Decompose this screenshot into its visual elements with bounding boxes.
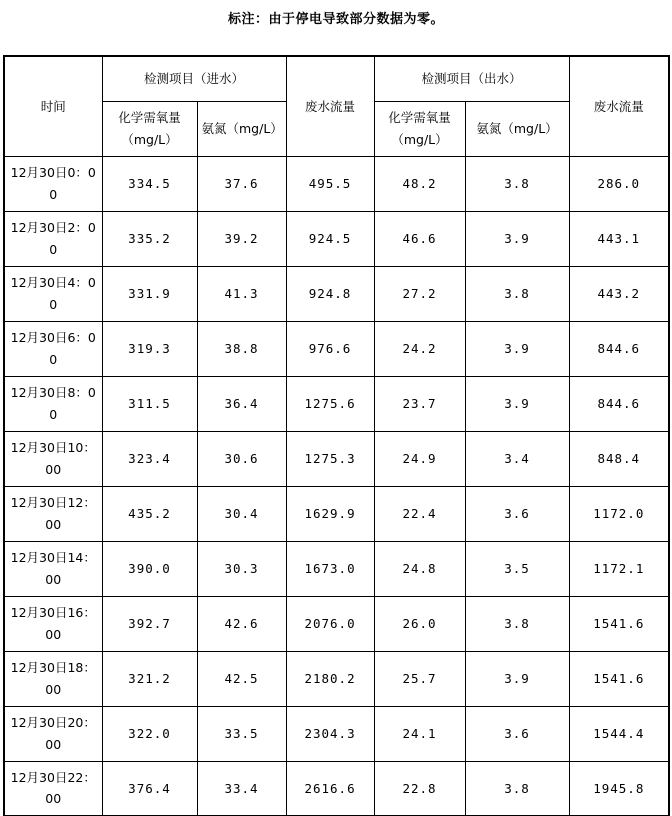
col-header-influent-flow: 废水流量 <box>286 56 374 156</box>
effluent-cod-cell: 48.2 <box>374 156 465 211</box>
effluent-nh3-cell: 3.9 <box>465 376 569 431</box>
col-header-influent-group: 检测项目（进水） <box>102 56 286 101</box>
col-header-effluent-flow: 废水流量 <box>569 56 669 156</box>
influent-nh3-cell: 37.6 <box>197 156 286 211</box>
effluent-cod-cell: 22.8 <box>374 761 465 816</box>
time-cell: 12月30日0：00 <box>4 156 102 211</box>
effluent-flow-cell: 1172.0 <box>569 486 669 541</box>
influent-nh3-cell: 42.5 <box>197 651 286 706</box>
effluent-nh3-cell: 3.8 <box>465 266 569 321</box>
influent-flow-cell: 2616.6 <box>286 761 374 816</box>
influent-flow-cell: 2076.0 <box>286 596 374 651</box>
time-cell: 12月30日16：00 <box>4 596 102 651</box>
influent-cod-cell: 311.5 <box>102 376 197 431</box>
table-row <box>4 211 669 266</box>
table-row <box>4 706 669 761</box>
table-row <box>4 596 669 651</box>
time-cell: 12月30日6：00 <box>4 321 102 376</box>
effluent-nh3-cell: 3.5 <box>465 541 569 596</box>
effluent-nh3-cell: 3.8 <box>465 761 569 816</box>
col-header-time: 时间 <box>4 56 102 156</box>
effluent-cod-cell: 46.6 <box>374 211 465 266</box>
influent-flow-cell: 1673.0 <box>286 541 374 596</box>
influent-nh3-cell: 33.5 <box>197 706 286 761</box>
influent-nh3-cell: 30.3 <box>197 541 286 596</box>
influent-cod-cell: 435.2 <box>102 486 197 541</box>
effluent-cod-cell: 23.7 <box>374 376 465 431</box>
table-row <box>4 266 669 321</box>
col-header-effluent-ammonia: 氨氮（mg/L） <box>465 101 569 156</box>
note-caption: 标注：由于停电导致部分数据为零。 <box>227 12 444 27</box>
time-cell: 12月30日4：00 <box>4 266 102 321</box>
influent-cod-cell: 322.0 <box>102 706 197 761</box>
table-row <box>4 431 669 486</box>
effluent-nh3-cell: 3.4 <box>465 431 569 486</box>
col-header-effluent-group: 检测项目（出水） <box>374 56 569 101</box>
table-header <box>4 56 669 156</box>
effluent-nh3-cell: 3.6 <box>465 706 569 761</box>
header-group-row <box>4 56 669 101</box>
time-cell: 12月30日20：00 <box>4 706 102 761</box>
influent-nh3-cell: 30.4 <box>197 486 286 541</box>
time-cell: 12月30日12：00 <box>4 486 102 541</box>
table-row <box>4 541 669 596</box>
effluent-flow-cell: 443.2 <box>569 266 669 321</box>
time-cell: 12月30日2：00 <box>4 211 102 266</box>
influent-nh3-cell: 36.4 <box>197 376 286 431</box>
influent-flow-cell: 976.6 <box>286 321 374 376</box>
influent-flow-cell: 924.8 <box>286 266 374 321</box>
table-row <box>4 761 669 816</box>
influent-nh3-cell: 42.6 <box>197 596 286 651</box>
influent-nh3-cell: 41.3 <box>197 266 286 321</box>
time-cell: 12月30日14：00 <box>4 541 102 596</box>
influent-flow-cell: 2304.3 <box>286 706 374 761</box>
influent-nh3-cell: 39.2 <box>197 211 286 266</box>
influent-flow-cell: 1275.3 <box>286 431 374 486</box>
effluent-flow-cell: 1544.4 <box>569 706 669 761</box>
influent-nh3-cell: 33.4 <box>197 761 286 816</box>
effluent-cod-cell: 24.2 <box>374 321 465 376</box>
influent-flow-cell: 495.5 <box>286 156 374 211</box>
influent-cod-cell: 392.7 <box>102 596 197 651</box>
influent-nh3-cell: 38.8 <box>197 321 286 376</box>
table-row <box>4 376 669 431</box>
influent-flow-cell: 1275.6 <box>286 376 374 431</box>
effluent-nh3-cell: 3.8 <box>465 156 569 211</box>
effluent-cod-cell: 24.1 <box>374 706 465 761</box>
table-row <box>4 321 669 376</box>
effluent-flow-cell: 286.0 <box>569 156 669 211</box>
time-cell: 12月30日22：00 <box>4 761 102 816</box>
influent-flow-cell: 1629.9 <box>286 486 374 541</box>
effluent-flow-cell: 1541.6 <box>569 651 669 706</box>
influent-cod-cell: 321.2 <box>102 651 197 706</box>
effluent-flow-cell: 1541.6 <box>569 596 669 651</box>
effluent-nh3-cell: 3.6 <box>465 486 569 541</box>
effluent-flow-cell: 1172.1 <box>569 541 669 596</box>
effluent-cod-cell: 24.8 <box>374 541 465 596</box>
influent-cod-cell: 376.4 <box>102 761 197 816</box>
influent-cod-cell: 319.3 <box>102 321 197 376</box>
time-cell: 12月30日8：00 <box>4 376 102 431</box>
influent-flow-cell: 2180.2 <box>286 651 374 706</box>
table-row <box>4 156 669 211</box>
table-row <box>4 651 669 706</box>
col-header-effluent-cod: 化学需氧量（mg/L） <box>374 101 465 156</box>
effluent-cod-cell: 26.0 <box>374 596 465 651</box>
influent-cod-cell: 390.0 <box>102 541 197 596</box>
effluent-flow-cell: 844.6 <box>569 376 669 431</box>
table-body <box>4 156 669 816</box>
influent-cod-cell: 335.2 <box>102 211 197 266</box>
influent-nh3-cell: 30.6 <box>197 431 286 486</box>
effluent-cod-cell: 24.9 <box>374 431 465 486</box>
effluent-flow-cell: 443.1 <box>569 211 669 266</box>
effluent-nh3-cell: 3.9 <box>465 651 569 706</box>
effluent-flow-cell: 844.6 <box>569 321 669 376</box>
effluent-nh3-cell: 3.8 <box>465 596 569 651</box>
influent-cod-cell: 323.4 <box>102 431 197 486</box>
monitoring-data-table <box>3 55 670 816</box>
effluent-cod-cell: 25.7 <box>374 651 465 706</box>
col-header-influent-ammonia: 氨氮（mg/L） <box>197 101 286 156</box>
time-cell: 12月30日18：00 <box>4 651 102 706</box>
col-header-influent-cod: 化学需氧量（mg/L） <box>102 101 197 156</box>
effluent-cod-cell: 27.2 <box>374 266 465 321</box>
influent-cod-cell: 334.5 <box>102 156 197 211</box>
effluent-flow-cell: 1945.8 <box>569 761 669 816</box>
table-row <box>4 486 669 541</box>
effluent-nh3-cell: 3.9 <box>465 211 569 266</box>
time-cell: 12月30日10：00 <box>4 431 102 486</box>
influent-cod-cell: 331.9 <box>102 266 197 321</box>
influent-flow-cell: 924.5 <box>286 211 374 266</box>
effluent-nh3-cell: 3.9 <box>465 321 569 376</box>
effluent-cod-cell: 22.4 <box>374 486 465 541</box>
effluent-flow-cell: 848.4 <box>569 431 669 486</box>
